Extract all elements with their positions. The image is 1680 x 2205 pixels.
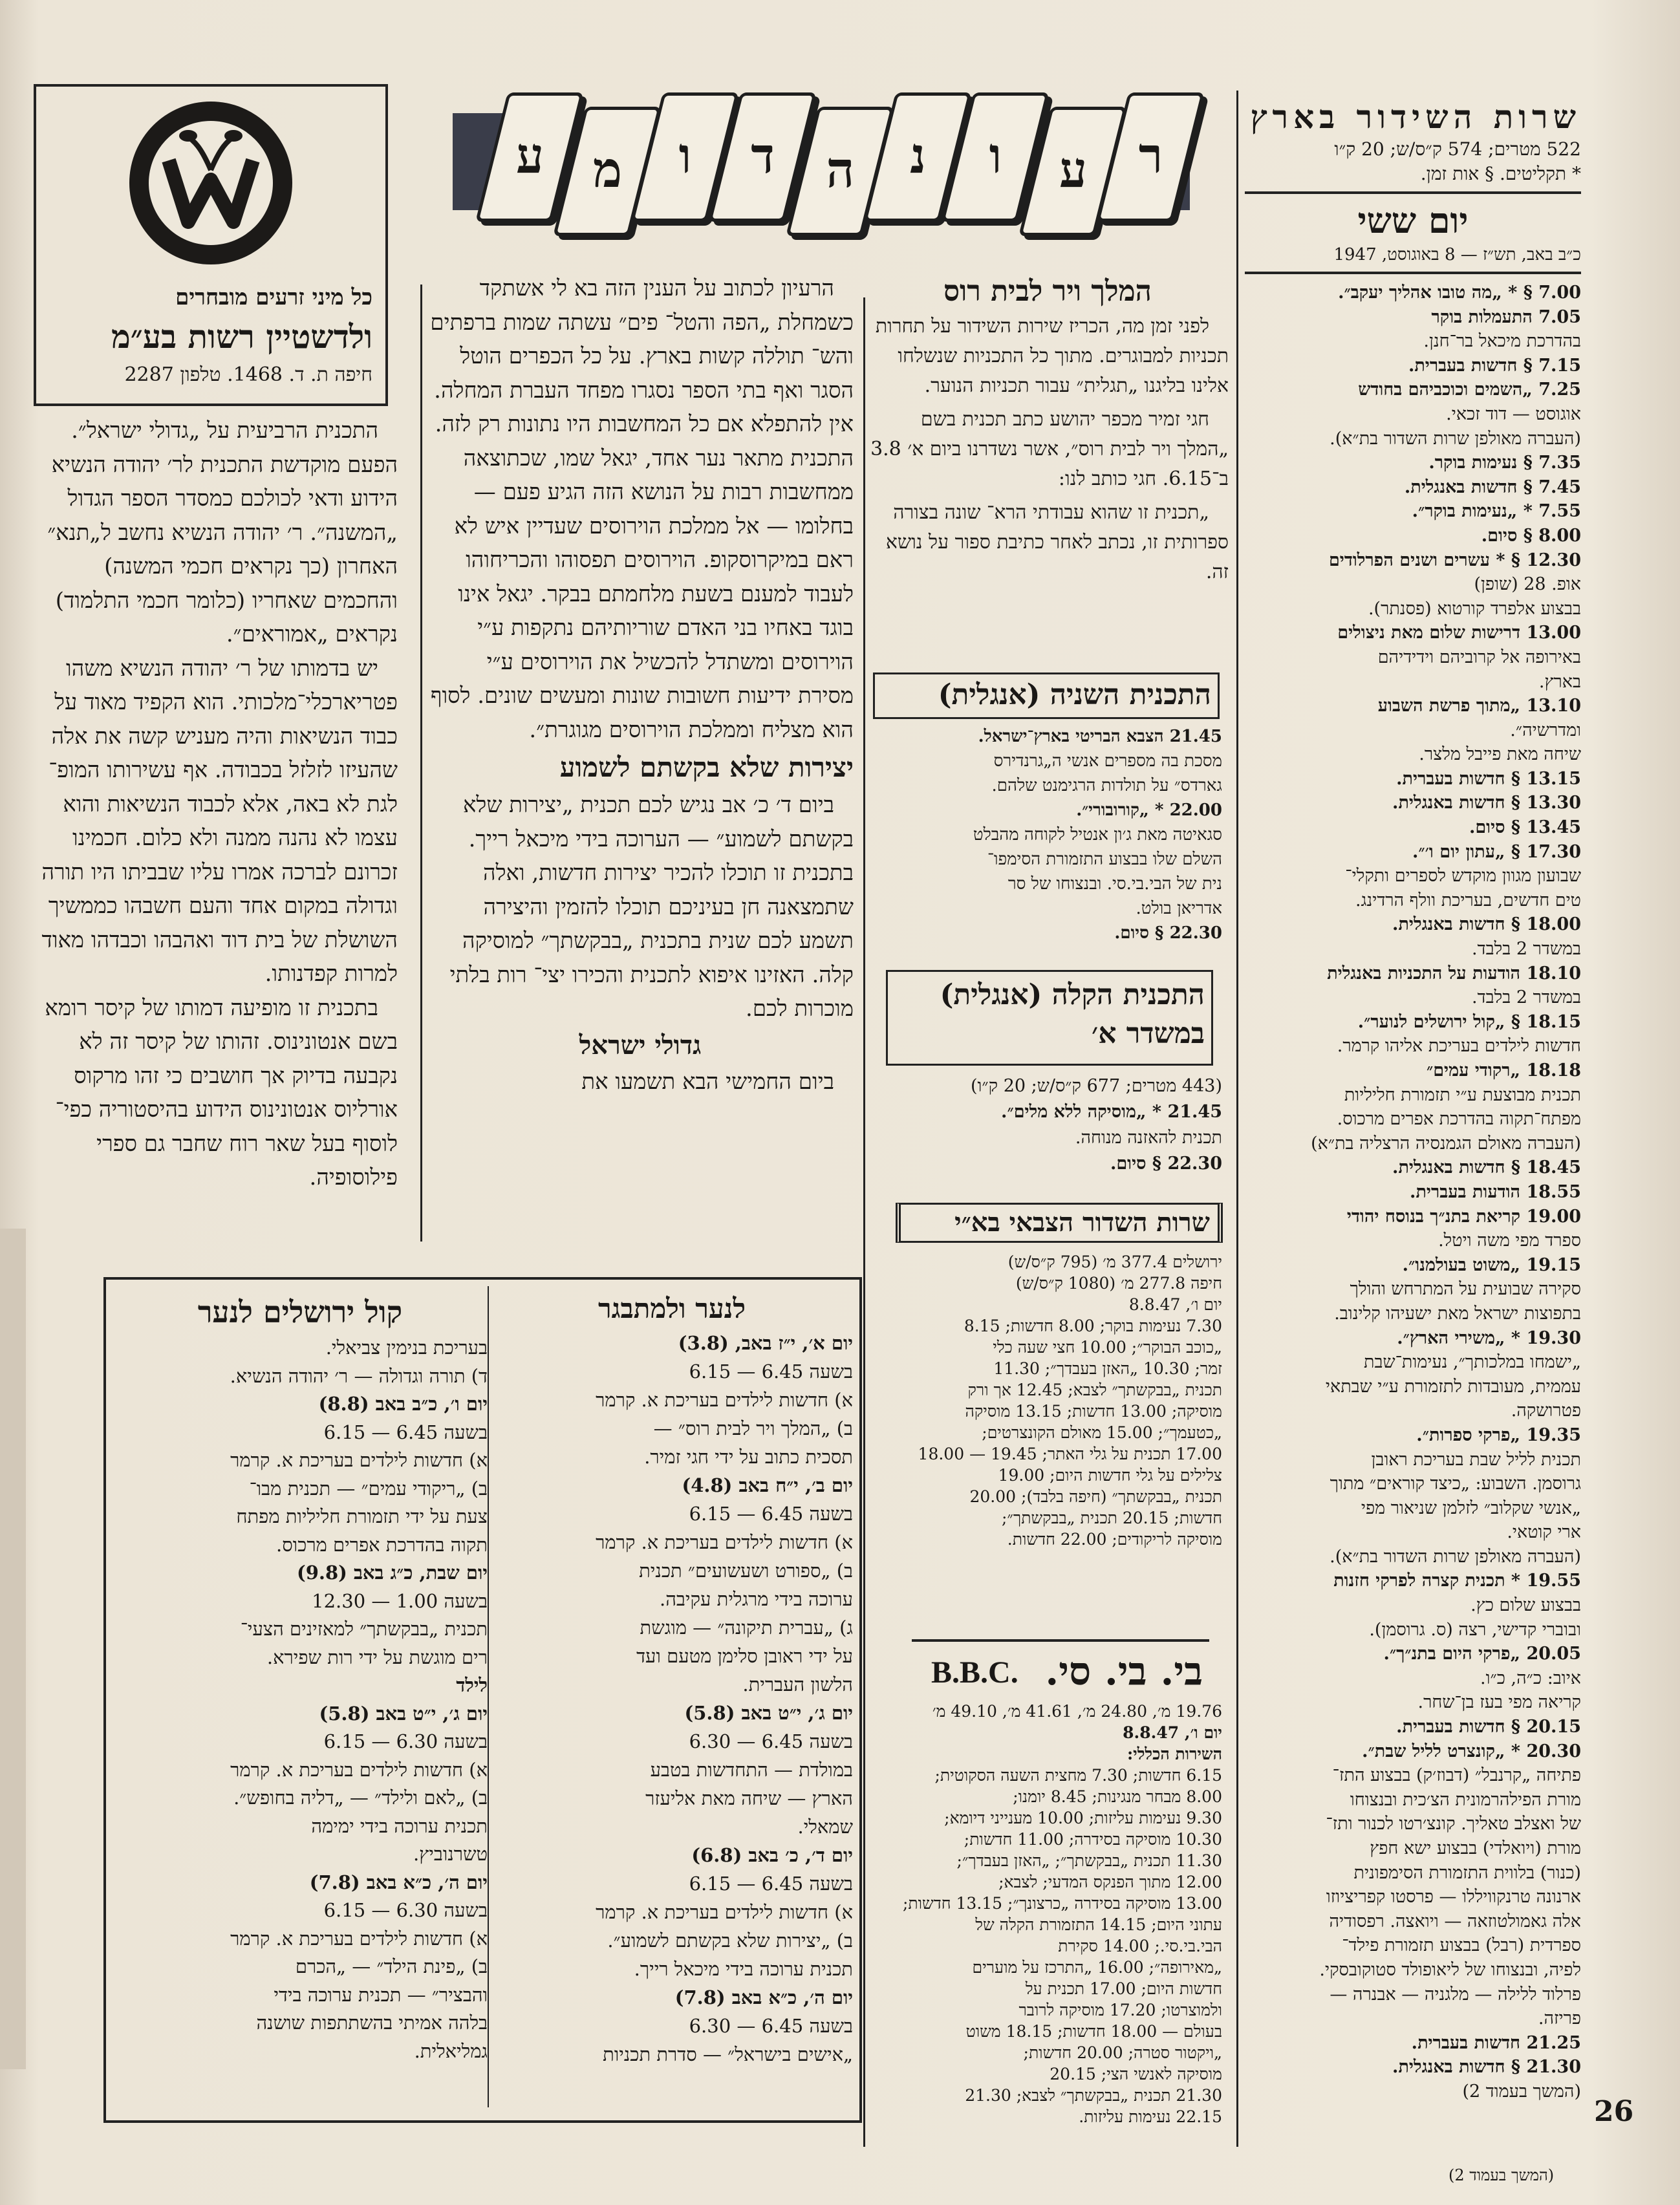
schedule-line: לילד <box>456 1674 488 1696</box>
schedule-line: בבצוע אלפרד קורטוא (פסנתר). <box>1368 598 1581 619</box>
masthead-letter: ע <box>515 127 544 184</box>
schedule-line: 19.15 „משוט בעולמנו״. <box>1402 1254 1581 1275</box>
story-body <box>867 312 1229 587</box>
paragraph: בתכנית זו מופיעה דמותו של קיסר רומא בשם אנטונינוס. זהותו של קיסר זה לא נקבעה בדיוק אך חושבים כי זהו מרקוס אורליוס אנטונינוס הידוע בהיסטוריה כפי־ לוסוף בעל שאר רוח שחבר גם ספרי פילוסופיה. <box>45 995 398 1190</box>
schedule-line: מורת הפילהרמונית הצ׳כית ובנצוחו <box>1350 1789 1581 1810</box>
schedule-line: בשעה 6.30 — 6.15 <box>323 1899 488 1921</box>
seed-company-logo <box>124 96 298 270</box>
schedule-line: 21.30 § חדשות באנגלית. <box>1392 2057 1581 2078</box>
schedule-line: א) חדשות לילדים בעריכת א. קרמר <box>230 1927 488 1950</box>
schedule-line: א) חדשות לילדים בעריכת א. קרמר <box>596 1389 853 1411</box>
kol-column-a <box>491 1289 853 2069</box>
schedule-line: 20.05 „פרקי היום בתנ״ך״. <box>1383 1644 1581 1664</box>
section-heading-great-israel: גדולי ישראל <box>579 1029 702 1060</box>
schedule-line: „אישים בישראל״ — סדרת תכניות <box>603 2043 853 2065</box>
schedule-line: עתוני היום; 14.15 התזמורת הקלה של <box>975 1915 1222 1934</box>
ad-address: חיפה ת. ד. 1468. טלפון 2287 <box>124 363 372 386</box>
schedule-line: בשעה 6.45 — 6.15 <box>689 1873 853 1895</box>
light-program-subtitle: במשדר א׳ <box>1092 1017 1205 1050</box>
schedule-line: מפתח־תקוה בהדרכת אפרים מרכוס. <box>1337 1109 1581 1130</box>
schedule-line: בשעה 6.30 — 6.15 <box>323 1730 488 1752</box>
schedule-line: חדשות היום; 17.00 תכנית על <box>1025 1979 1222 1998</box>
schedule-line: בשעה 6.45 — 6.15 <box>323 1421 488 1443</box>
schedule-line: 21.45 * „מוסיקה ללא מלים״. <box>1001 1102 1222 1122</box>
schedule-line: בשעה 1.00 — 12.30 <box>312 1589 488 1612</box>
schedule-line: במשדר 2 בלבד. <box>1472 987 1581 1008</box>
schedule-line: יום ה׳, כ״א באב (7.8) <box>309 1871 488 1893</box>
schedule-line: והבציר״ — תכנית ערוכה בידי <box>274 1983 488 2006</box>
schedule-line: תכנית מבוצעת ע״י תזמורת חליליות <box>1344 1084 1581 1105</box>
schedule-line: לפיה, ובנצוחו של ליאופולד סטוקובסקי. <box>1319 1959 1581 1980</box>
section-heading-unrequested: יצירות שלא בקשתם לשמוע <box>559 751 854 783</box>
paragraph: לפני זמן מה, הכריז שירות השידור על תחרות תכניות למבוגרים. מתוך כל התכניות שנשלחו אלינו בליגנו „תגלית״ עבור תכניות הנוער. <box>875 315 1229 397</box>
left-column <box>39 414 398 1195</box>
schedule-line: „כוכב הבוקר״; 10.00 חצי שעה כלי <box>993 1338 1222 1357</box>
schedule-line: ב) „ריקודי עמים״ — תכנית מבו־ <box>249 1477 488 1500</box>
day-date: כ״ב באב, תש״ז — 8 באוגוסט, 1947 <box>1333 245 1581 264</box>
schedule-line: 22.30 § סיום. <box>1114 923 1222 943</box>
schedule-line: 19.00 קריאת בתנ״ך בנוסח יהודי <box>1346 1206 1581 1227</box>
column-rule <box>420 285 422 1242</box>
bbc-heading <box>931 1646 1203 1697</box>
schedule-line: בעולם — 18.00 חדשות; 18.15 משוט <box>965 2022 1222 2041</box>
schedule-line: מוסיקה לריקודים; 22.00 חדשות. <box>1007 1530 1222 1549</box>
footer-continue: (המשך בעמוד 2) <box>1448 2166 1555 2184</box>
schedule-line: 21.45 הצבא הבריטי בארץ־ישראל. <box>978 727 1222 746</box>
schedule-line: עממית, מעובדות לתזמורת ע״י שבתאי <box>1325 1376 1581 1397</box>
masthead-letter: ו <box>678 127 692 184</box>
schedule-line: באירופה אל קרוביהם וידידיהם <box>1377 647 1581 667</box>
paragraph: חגי זמיר מכפר יהושע כתב תכנית בשם „המלך ויר לבית רוס״, אשר נשדרנו ביום א׳ 3.8 ב־6.15. חגי כותב לנו: <box>870 408 1229 490</box>
ad-company-name: ולדשטיין רשות בע״מ <box>111 317 372 356</box>
army-list <box>873 1251 1222 1550</box>
schedule-line: תסכית כתוב על ידי חגי זמיר. <box>644 1446 853 1468</box>
schedule-line: פתיחה „קרנבל״ (דבוז׳ק) בבצוע התז־ <box>1332 1765 1581 1786</box>
schedule-line: בבצוע שלום כץ. <box>1470 1595 1581 1616</box>
schedule-line: 18.00 § חדשות באנגלית. <box>1392 914 1581 935</box>
schedule-line: יום ה׳, כ״א באב (7.8) <box>674 1986 853 2008</box>
divider <box>1245 191 1581 194</box>
schedule-line: 9.30 נעימות עליזות; 10.00 מענייני דיומא; <box>944 1809 1222 1827</box>
schedule-line: יום א׳, י״ז באב, (3.8) <box>678 1332 853 1354</box>
schedule-line: גמליאלית. <box>414 2039 488 2062</box>
schedule-line: 12.00 מתוך הפנקס המדעי; לצבא; <box>998 1873 1222 1891</box>
schedule-line: סגאיטה מאת ג׳ון אנטיל לקוחה מהבלט <box>973 825 1222 844</box>
schedule-line: „אנשי שקלוב״ לזלמן שניאור מפי <box>1361 1498 1581 1518</box>
schedule-line: ד) תורה וגדולה — ר׳ יהודה הנשיא. <box>230 1364 488 1387</box>
schedule-line: מוסיקה לאנשי הצי; 20.15 <box>1050 2065 1222 2083</box>
schedule-line: 13.15 § חדשות בעברית. <box>1396 768 1581 789</box>
schedule-line: 12.30 § * עשרים ושנים הפרלודים <box>1328 550 1581 570</box>
schedule-line: פריזה. <box>1538 2008 1581 2029</box>
schedule-line: תכנית „בבקשתך״ (חיפה בלבד); 20.00 <box>969 1487 1222 1506</box>
kol-title: קול ירושלים לנער <box>197 1295 403 1329</box>
middle-paragraph: ביום החמישי הבא תשמעו את <box>581 1068 834 1095</box>
schedule-line: צלילים על גלי חדשות היום; 19.00 <box>998 1466 1222 1485</box>
schedule-line: תכנית „בבקשתך״ לצבא; 12.45 אך ורק <box>967 1381 1222 1399</box>
schedule-line: ובוברי קדישי, רצה (ס. גרוסמן). <box>1369 1619 1581 1640</box>
schedule-line: אלה גאמולטוזאה — ויואצה. רפסודיה <box>1329 1911 1581 1931</box>
schedule-line: 21.30 תכנית „בבקשתך״ לצבא; 21.30 <box>965 2086 1222 2105</box>
second-program-title: התכנית השניה (אנגלית) <box>938 678 1211 711</box>
paragraph: התכנית הרביעית על „גדולי ישראל״. הפעם מוקדשת התכנית לר׳ יהודה הנשיא הידוע ודאי לכולכם כמסדר הספר הגדול „המשנה״. ר׳ יהודה הנשיא נחשב ל„תנא״ האחרון (כך נקראים חכמי המשנה) והחכמים שאחריו (כלומר חכמי התלמוד) נקראים „אמוראים״. <box>47 418 398 647</box>
schedule-line: (העברה מאולם הגמנסיה הרצליה בת״א) <box>1311 1133 1581 1154</box>
schedule-line: 13.45 § סיום. <box>1469 817 1581 838</box>
schedule-line: (כנור) בלווית התזמורת הסימפונית <box>1353 1862 1581 1883</box>
schedule-line: „כטעמך״; 15.00 מאולם הקונצרטים; <box>982 1423 1222 1442</box>
schedule-line: 19.76 מ׳, 24.80 מ׳, 41.61 מ׳, 49.10 מ׳ <box>932 1702 1222 1721</box>
schedule-line: יום ד׳, כ׳ באב (6.8) <box>691 1844 853 1866</box>
schedule-line: יום ו׳, 8.8.47 <box>1123 1723 1222 1742</box>
schedule-line: במולדת — התחדשות בטבע <box>650 1759 853 1781</box>
schedule-line: 20.15 § חדשות בעברית. <box>1396 1717 1581 1737</box>
schedule-line: שיחה מאת פייבל מלצר. <box>1419 744 1581 765</box>
paragraph: ביום ד׳ כ׳ אב נגיש לכם תכנית „יצירות שלא בקשתם לשמוע״ — הערוכה בידי מיכאל רייך. בתכנית זו תוכלו להכיר יצירות חדשות, ואלה שתמצאנה חן בעיניכם תוכלו להזמין והיצירה תשמע לכם שנית בתכנית „בבקשתך״ למוסיקה קלה. האזינו איפוא לתכנית והכירו יצי־ רות בלתי מוכרות לכם. <box>449 792 854 1022</box>
schedule-line: ג) „עברית תיקונה״ — מוגשת <box>640 1617 853 1639</box>
schedule-line: א) חדשות לילדים בעריכת א. קרמר <box>230 1449 488 1471</box>
adjacent-page-edge <box>0 1229 26 2069</box>
schedule-line: 22.30 § סיום. <box>1110 1154 1222 1174</box>
schedule-line: נית של הבי.בי.סי. ובנצוחו של סר <box>1007 874 1222 894</box>
schedule-line: (443 מטרים; 677 ק״ס/ש; 20 ק״ו) <box>970 1076 1222 1096</box>
schedule-line: 19.55 * תכנית קצרה לפרקי חזנות <box>1333 1571 1581 1591</box>
schedule-line: בעריכת בנימין צביאלי. <box>325 1337 488 1359</box>
schedule-line: ספרדית (רבל) בבצוע תזמורת פילד־ <box>1342 1935 1581 1956</box>
schedule-column <box>1245 97 1581 2104</box>
schedule-line: ומדרשיה״. <box>1510 720 1581 740</box>
schedule-line: זמר; 10.30 „האזן בעבדך״; 11.30 <box>993 1359 1222 1378</box>
paragraph: הרעיון לכתוב על הענין הזה בא לי אשתקד כשמחלת „הפה והטל־ פים״ עשתה שמות ברפתים והש־ תוללה קשות בארץ. על כל הכפרים הוטל הסגר ואף בתי הספר נסגרו מפחד העברת המחלה. אין להתפלא אם כל המחשבות היו נתונות רק לזה. התכנית מתאר נער אחד, יגאל שמו, שכתוצאה ממחשבות רבות על הנושא הזה הגיע פעם — בחלומו — אל ממלכת הוירוסים שעדיין איש לא ראם במיקרוסקופ. הוירוסים תפסוהו והכריחוהו לעבוד למענם בשעת מלחמתם בבקר. יגאל אינו בוגד באחיו בני האדם שוריותיהם נתקפות ע״י הוירוסים ומשתדל להכשיל את הוירוסים ע״י מסירת ידיעות חשובות שונות ומעשים שונים. לסוף הוא מצליח וממלכת הוירוסים מגוגרת״. <box>430 275 854 743</box>
schedule-line: 13.10 „מתוך פרשת השבוע <box>1377 696 1581 716</box>
column-rule <box>488 1286 489 2107</box>
schedule-line: 11.30 תכנית „בבקשתך״; „האזן בעבדך״; <box>956 1851 1222 1870</box>
schedule-line: „מאירופה״; 16.00 „התרכז על מוערים <box>972 1958 1222 1977</box>
kol-jerusalem-box <box>103 1277 862 2123</box>
schedule-line: על ידי ראובן סלימן מטעם ועד <box>636 1645 853 1667</box>
masthead-letter: ד <box>751 127 775 184</box>
masthead-letter: ו <box>989 127 1002 184</box>
schedule-line: 17.30 § „עתון יום ו׳״. <box>1412 841 1581 862</box>
paragraph: „תכנית זו שהוא עבודתי הרא־ שונה בצורה ספרותית זו, נכתב לאחר כתיבת ספור על נושא זה. <box>885 501 1229 583</box>
schedule-line: 19.35 „פרקי ספרות״. <box>1416 1425 1581 1445</box>
day-heading: יום ששי <box>1357 200 1469 241</box>
bbc-list <box>873 1701 1222 2127</box>
schedule-line: 10.30 מוסיקה בסידרה; 11.00 חדשות; <box>964 1830 1222 1849</box>
schedule-line: ב) „לאם ולילד״ — „דליה בחופש״. <box>233 1787 488 1809</box>
schedule-line: גרוסמן. השבוע: „כיצד קוראים״ מתוך <box>1330 1474 1581 1494</box>
light-program-header-box <box>886 970 1213 1066</box>
masthead-letter: ה <box>826 141 855 199</box>
schedule-frequency: 522 מטרים; 574 ק״ס/ש; 20 ק״ו <box>1334 138 1581 160</box>
schedule-line: ערוכה בידי מרגלית עקיבה. <box>660 1588 853 1610</box>
schedule-line: טשרנוביץ. <box>413 1843 488 1865</box>
schedule-line: יום ו׳, כ״ב באב (8.8) <box>318 1393 488 1415</box>
army-title: שרות השדור הצבאי בא״י <box>954 1207 1210 1238</box>
schedule-line: 17.00 תכנית על גלי האתר; 19.45 — 18.00 <box>918 1445 1222 1463</box>
schedule-line: מורת (ויואלדי) בבצוע ישא חפץ <box>1370 1838 1581 1858</box>
schedule-line: 7.30 נעימות בוקר; 8.00 חדשות; 8.15 <box>964 1317 1222 1335</box>
schedule-line: ספרד מפי משה ויטל. <box>1438 1231 1581 1251</box>
kol-section-youth: לנער ולמתבגר <box>598 1293 746 1324</box>
schedule-line: א) חדשות לילדים בעריכת א. קרמר <box>596 1531 853 1553</box>
schedule-line: תכנית לליל שבת בעריכת ראובן <box>1371 1449 1581 1470</box>
schedule-line: איוב: כ״ה, כ״ו. <box>1480 1668 1581 1688</box>
schedule-line: תכנית להאזנה מנוחה. <box>1075 1128 1222 1148</box>
schedule-line: אדריאן בולט. <box>1136 899 1222 918</box>
schedule-line: תכנית ערוכה בידי מיכאל רייך. <box>634 1958 853 1980</box>
schedule-line: מוסיקה; 13.00 חדשות; 13.15 מוסיקה <box>965 1402 1222 1421</box>
schedule-line: 18.55 הודעות בעברית. <box>1410 1181 1581 1202</box>
schedule-line: 18.45 § חדשות באנגלית. <box>1392 1157 1581 1178</box>
schedule-line: 7.35 § נעימות בוקר. <box>1428 453 1581 473</box>
schedule-line: אופ. 28 (שופן) <box>1474 574 1581 595</box>
schedule-line: 21.25 חדשות בעברית. <box>1411 2032 1581 2053</box>
advertisement-box <box>34 84 388 406</box>
schedule-line: צעת על ידי תזמורת חליליות מפתח <box>236 1505 488 1527</box>
schedule-line: שבועון מגוון מוקדש לספרים ותקלי־ <box>1345 866 1581 887</box>
schedule-line: בלהה אמיתי בהשתתפות שושנה <box>256 2012 488 2034</box>
schedule-line: קריאה מפי בעז בן־שחר. <box>1417 1692 1581 1713</box>
schedule-line: טים חדשים, בעריכת וולף הרדינג. <box>1355 890 1581 910</box>
schedule-line: תקוה בהדרכת אפרים מרכוס. <box>276 1533 488 1556</box>
center-column <box>867 272 1229 591</box>
schedule-line: בשעה 6.45 — 6.30 <box>689 1730 853 1752</box>
schedule-legend: * תקליטים. § אות זמן. <box>1420 163 1581 184</box>
schedule-line: 18.10 הודעות על התכניות באנגלית <box>1327 963 1581 984</box>
paragraph: יש בדמותו של ר׳ יהודה הנשיא משהו פטריארכלי־מלכותי. הוא הקפיד מאוד על כבוד הנשיאות והיה מעניש קשה את אלה שהעיזו לזלזל בכבודה. אף עשירותו המופ־ לגת לא באה, אלא לכבוד הנשיאות והוא עצמו לא נהנה ממנה ולא כלום. חכמינו זכרונם לברכה אמרו עליו שבביתו היו תורה וגדולה במקום אחד והעם חשבהו כממשיך השושלת של בית דוד ואהבהו וכבדהו מאוד למרות קפדנותו. <box>41 655 398 987</box>
schedule-line: פרלוד ללילה — מלגניה — אבנרה — <box>1330 1984 1581 2005</box>
masthead-letter: נ <box>910 127 926 184</box>
schedule-line: 22.15 נעימות עליזות. <box>1079 2107 1222 2126</box>
schedule-line: פטרושקה. <box>1511 1401 1581 1421</box>
middle-column <box>427 272 854 1099</box>
schedule-line: 8.00 מבחר מנגינות; 8.45 יומנו; <box>1013 1787 1222 1806</box>
schedule-line: א) חדשות לילדים בעריכת א. קרמר <box>596 1901 853 1923</box>
schedule-line: מסכת בה מספרים אנשי ה„גרנדירס <box>993 751 1222 771</box>
schedule-line: השלם שלו בבצוע התזמורת הסימפו־ <box>987 850 1222 869</box>
schedule-line: רים מוגשת על ידי רות שפירא. <box>266 1646 488 1668</box>
schedule-line: ולמוצרטו; 17.20 מוסיקה לרובר <box>1018 2001 1222 2019</box>
schedule-line: הבי.בי.סי.; 14.00 סקירת <box>1058 1937 1222 1955</box>
schedule-line: במשדר 2 בלבד. <box>1472 939 1581 960</box>
masthead-letter: מ <box>592 141 623 199</box>
schedule-line: „ויקטור סטרה; 20.00 חדשות; <box>1023 2043 1222 2062</box>
schedule-line: יום ב׳, י״ח באב (4.8) <box>682 1474 853 1496</box>
schedule-line: בהדרכת מיכאל בר־חנן. <box>1423 331 1581 352</box>
schedule-line: חדשות לילדים בעריכת אליהו קרמר. <box>1337 1036 1581 1057</box>
schedule-line: השירות הכללי: <box>1126 1745 1222 1763</box>
schedule-line: „ישמחו במלכותך״, נעימות־שבת <box>1363 1352 1581 1373</box>
schedule-line: 13.00 מוסיקה בסידרה „כרצונך״; 13.15 חדשות; <box>902 1894 1222 1913</box>
schedule-line: ב) „ספורט ושעשועים״ תכנית <box>639 1560 853 1582</box>
masthead-letter: ע <box>1059 141 1087 199</box>
schedule-line: יום ו׳, 8.8.47 <box>1128 1295 1222 1314</box>
schedule-line: בשעה 6.45 — 6.15 <box>689 1503 853 1525</box>
divider <box>1245 272 1581 274</box>
schedule-line: ירושלים 377.4 מ׳ (795 ק״ס/ש) <box>1007 1253 1222 1271</box>
schedule-line: ב) „המלך ויר לבית רוס״ — <box>653 1417 853 1439</box>
light-program-title: התכנית הקלה (אנגלית) <box>940 978 1205 1011</box>
schedule-line: 18.15 § „קול ירושלים לנוער״. <box>1357 1011 1581 1032</box>
divider <box>912 1639 1209 1642</box>
schedule-line: בארץ. <box>1538 671 1581 692</box>
schedule-line: 7.45 § חדשות באנגלית. <box>1404 477 1581 497</box>
schedule-title: שרות השידור בארץ <box>1250 98 1581 136</box>
schedule-line: יום ג׳, י״ט באב (5.8) <box>684 1702 853 1724</box>
schedule-line: א) חדשות לילדים בעריכת א. קרמר <box>230 1758 488 1781</box>
schedule-line: תכנית „בבקשתך״ למאזינים הצעי־ <box>240 1618 488 1640</box>
column-rule <box>863 297 865 2147</box>
masthead-letter: ר <box>1138 127 1163 184</box>
schedule-line: ארנונה טרנקוויללו — פרסטו קפריציוזו <box>1326 1887 1581 1908</box>
schedule-line: של ואצלב טאליך. קונצ׳רטו לכנור ותז־ <box>1326 1814 1581 1834</box>
schedule-line: גארדס״ על תולדות הרגימנט שלהם. <box>991 776 1222 795</box>
schedule-line: ארי קוטאי. <box>1507 1522 1581 1543</box>
story-title: המלך ויר לבית רוס <box>943 275 1152 308</box>
schedule-line: הלשון העברית. <box>742 1673 853 1695</box>
schedule-list <box>1245 281 1581 2104</box>
schedule-line: בשעה 6.45 — 6.30 <box>689 2015 853 2037</box>
schedule-line: יום ג׳, י״ט באב (5.8) <box>319 1702 488 1725</box>
schedule-line: תכנית ערוכה בידי ימימה <box>311 1814 488 1837</box>
schedule-line: סקירה שבועית על המתרחש והולך <box>1350 1279 1581 1300</box>
page-number: 26 <box>1594 2095 1634 2128</box>
schedule-line: 22.00 * „קורובורי״. <box>1076 801 1222 820</box>
schedule-line: (העברה מאולפן שרות השדור בת״א). <box>1330 1546 1581 1567</box>
schedule-line: 7.00 § * „מה טובו אהליך יעקב״. <box>1338 283 1581 303</box>
schedule-line: 20.30 * „קונצרט לליל שבת״. <box>1362 1741 1581 1761</box>
schedule-line: חדשות; 20.15 תכנית „בבקשתך״; <box>1002 1509 1222 1527</box>
schedule-line: 7.15 § חדשות בעברית. <box>1408 355 1581 376</box>
schedule-line: ב) „יצירות שלא בקשתם לשמוע״. <box>607 1930 853 1952</box>
schedule-line: בתפוצות ישראל מאת ישעיהו קלינוב. <box>1334 1303 1581 1324</box>
schedule-line: (העברה מאולפן שרות השדור בת״א). <box>1330 428 1581 449</box>
schedule-line: חיפה 277.8 מ׳ (1080 ק״ס/ש) <box>1015 1274 1222 1293</box>
schedule-line: אוגוסט — דוד זכאי. <box>1446 403 1581 424</box>
schedule-line: 6.15 חדשות; 7.30 מחצית השעה הסקוטית; <box>934 1766 1222 1785</box>
schedule-line: (המשך בעמוד 2) <box>1462 2081 1581 2102</box>
schedule-line: 7.05 התעמלות בוקר <box>1431 307 1581 327</box>
schedule-line: 13.00 דרישות שלום מאת ניצולים <box>1337 623 1581 643</box>
schedule-line: 7.25 „השמים וכוכביהם בחודש <box>1358 380 1581 400</box>
bbc-title-english: B.B.C. <box>931 1655 1018 1690</box>
army-header-box <box>896 1203 1223 1243</box>
light-program-list <box>873 1073 1222 1177</box>
schedule-line: ב) „פינת הילד״ — „הכרם <box>295 1955 488 1977</box>
ad-line-1: כל מיני זרעים מובחרים <box>175 285 372 310</box>
bbc-title-hebrew: בי. בי. סי. <box>1045 1649 1203 1694</box>
schedule-line: שמאלי. <box>797 1816 853 1838</box>
schedule-line: הארץ — שיחה מאת אליעזר <box>645 1787 853 1809</box>
schedule-line: 13.30 § חדשות באנגלית. <box>1392 793 1581 813</box>
column-rule <box>1236 91 1238 2147</box>
schedule-line: 8.00 § סיום. <box>1481 525 1581 546</box>
schedule-line: 7.55 * „נעימות בוקר״. <box>1412 501 1581 522</box>
masthead <box>440 87 1196 242</box>
schedule-line: בשעה 6.45 — 6.15 <box>689 1361 853 1382</box>
kol-column-b <box>113 1290 488 2065</box>
second-program-list <box>873 724 1222 945</box>
schedule-line: 18.18 „רקודי עמים״ <box>1426 1060 1581 1081</box>
second-program-header-box <box>873 672 1220 719</box>
schedule-line: יום שבת, כ״ג באב (9.8) <box>296 1562 488 1584</box>
schedule-line: 19.30 * „משירי הארץ״. <box>1397 1328 1581 1348</box>
